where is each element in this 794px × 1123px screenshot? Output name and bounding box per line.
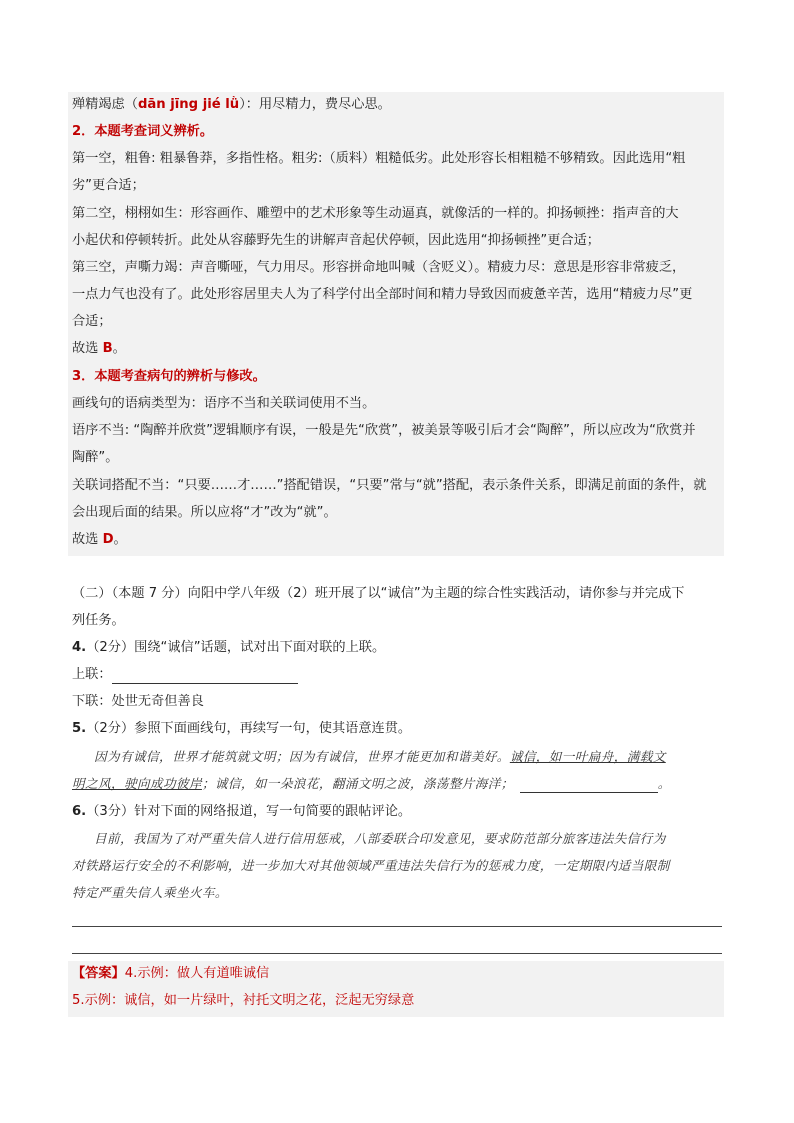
answer-prefix: 故选: [72, 532, 103, 547]
q3-order-line1: 语序不当: “陶醉并欣赏”逻辑顺序有误，一般是先“欣赏”，被美景等吸引后才会“陶醉”，所以应改为“欣赏并: [72, 423, 696, 438]
answer-suffix: 。: [112, 341, 126, 356]
answer-tag: 【答案】: [72, 966, 125, 981]
q2-answer: [72, 340, 722, 358]
idiom-pinyin: dān jīng jié lǜ: [137, 97, 240, 112]
q6-answer-line-2[interactable]: [72, 953, 722, 954]
q5-prompt: [72, 720, 722, 738]
q3-conjunction-line1: 关联词搭配不当：“只要……才……”搭配错误，“只要”常与“就”搭配，表示条件关系，即满足前面的条件，就: [72, 478, 707, 493]
q2-blank3-line3: 合适；: [72, 314, 112, 329]
q6-report-line1: 目前，我国为了对严重失信人进行信用惩戒，八部委联合印发意见，要求防范部分旅客违法失信行为: [94, 831, 666, 846]
idiom-explanation: [72, 96, 722, 114]
idiom-text: 殚精竭虑（: [72, 97, 138, 112]
q2-blank3-line1: 第三空，声嘶力竭：声音嘶哑，气力用尽。形容拼命地叫喊（含贬义）。精疲力尽：意思是形容非常疲乏，: [72, 260, 686, 275]
answer-letter: D: [102, 532, 114, 547]
q6-report-line3: 特定严重失信人乘坐火车。: [72, 885, 228, 900]
section2-intro-line2: 列任务。: [72, 613, 125, 628]
q2-blank2-line1: 第二空，栩栩如生：形容画作、雕塑中的艺术形象等生动逼真，就像活的一样的。抑扬顿挫：指声音的大: [72, 206, 679, 221]
answer-q5: 5.示例：诚信，如一片绿叶，衬托文明之花，泛起无穷绿意: [72, 993, 415, 1008]
q4-upper-couplet: [72, 666, 722, 684]
idiom-meaning: ）：用尽精力，费尽心思。: [239, 97, 391, 112]
q6-text: （3分）针对下面的网络报道，写一句简要的跟帖评论。: [86, 804, 412, 819]
answer-letter: B: [102, 341, 113, 356]
q5-passage-text: ；诚信，如一朵浪花，翻涌文明之波，涤荡整片海洋；: [201, 776, 514, 791]
q2-blank1-line1: 第一空，粗鲁: 粗暴鲁莽，多指性格。粗劣:（质料）粗糙低劣。此处形容长相粗糙不够精致。因此选用“粗: [72, 151, 686, 166]
q4-number: 4.: [72, 640, 87, 655]
q2-blank3-line2: 一点力气也没有了。此处形容居里夫人为了科学付出全部时间和精力导致因而疲惫辛苦，选用“精疲力尽”更: [72, 287, 693, 302]
q4-text: （2分）围绕“诚信”话题，试对出下面对联的上联。: [86, 640, 386, 655]
q4-prompt: [72, 639, 722, 657]
upper-couplet-blank[interactable]: [112, 670, 298, 684]
q5-text: （2分）参照下面画线句，再续写一句，使其语意连贯。: [86, 721, 412, 736]
answer-suffix: 。: [113, 532, 127, 547]
q6-number: 6.: [72, 804, 87, 819]
q5-underlined-text: 明之风，驶向成功彼岸: [72, 776, 202, 791]
q3-title: 3．本题考查病句的辨析与修改。: [72, 369, 266, 384]
answer-q4-text: 4.示例：做人有道唯诚信: [124, 966, 270, 981]
q2-blank1-line2: 劣”更合适；: [72, 178, 145, 193]
section2-intro-line1: （二）（本题 7 分）向阳中学八年级（2）班开展了以“诚信”为主题的综合性实践活动，请你参与并完成下: [72, 586, 685, 601]
answer-prefix: 故选: [72, 341, 103, 356]
upper-couplet-label: 上联：: [72, 667, 112, 682]
q3-answer: [72, 531, 722, 549]
q4-lower-couplet: 下联：处世无奇但善良: [72, 694, 204, 709]
q6-answer-line-1[interactable]: [72, 926, 722, 927]
q2-blank2-line2: 小起伏和停顿转折。此处从容藤野先生的讲解声音起伏停顿，因此选用“抑扬顿挫”更合适；: [72, 233, 600, 248]
q3-conjunction-line2: 会出现后面的结果。所以应将“才”改为“就”。: [72, 505, 337, 520]
q5-passage-line1: [72, 748, 744, 766]
q5-answer-blank[interactable]: [520, 779, 658, 793]
q2-title: 2．本题考查词义辨析。: [72, 124, 214, 139]
answer-q4: [72, 965, 722, 983]
q6-report-line2: 对铁路运行安全的不利影响，进一步加大对其他领域严重违法失信行为的惩戒力度，一定期限内适当限制: [72, 858, 670, 873]
q5-number: 5.: [72, 721, 87, 736]
q5-passage-line2: [72, 775, 722, 793]
q3-order-line2: 陶醉”。: [72, 450, 119, 465]
q5-underlined-text: 诚信，如一叶扁舟，满载文: [509, 749, 666, 764]
q3-error-types: 画线句的语病类型为：语序不当和关联词使用不当。: [72, 396, 376, 411]
q5-passage-text: 因为有诚信，世界才能筑就文明；因为有诚信，世界才能更加和谐美好。: [94, 749, 510, 764]
q6-prompt: [72, 803, 722, 821]
q5-end-mark: 。: [657, 776, 671, 791]
